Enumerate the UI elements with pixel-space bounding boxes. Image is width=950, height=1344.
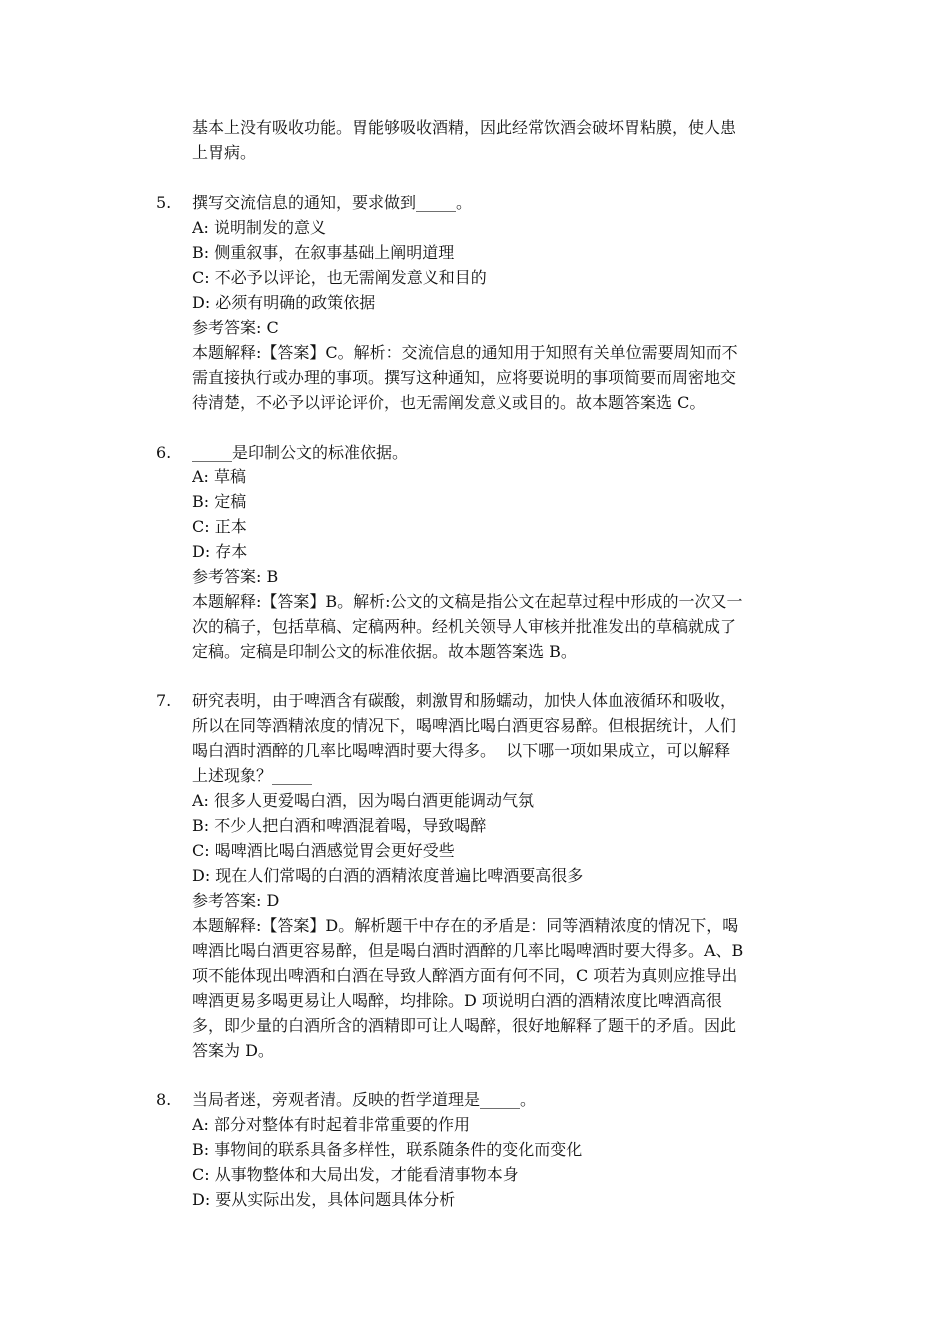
question-stem: 当局者迷，旁观者清。反映的哲学道理是_____。 — [192, 1090, 537, 1109]
question-stem: 上述现象？_____ — [192, 766, 313, 785]
explanation-line: 需直接执行或办理的事项。撰写这种通知，应将要说明的事项简要而周密地交 — [192, 368, 737, 387]
explanation-line: 定稿。定稿是印制公文的标准依据。故本题答案选 B。 — [192, 642, 577, 661]
option-d: D: 要从实际出发，具体问题具体分析 — [192, 1190, 456, 1209]
explanation-line: 待清楚，不必予以评论评价，也无需阐发意义或目的。故本题答案选 C。 — [192, 393, 706, 412]
reference-answer: 参考答案: B — [192, 567, 279, 586]
question-stem: _____是印制公文的标准依据。 — [192, 443, 409, 462]
question-number: 7. — [156, 691, 172, 710]
question-stem: 撰写交流信息的通知，要求做到_____。 — [192, 193, 473, 212]
option-a: A: 部分对整体有时起着非常重要的作用 — [192, 1115, 471, 1134]
option-c: C: 正本 — [192, 517, 247, 536]
question-number: 8. — [156, 1090, 172, 1109]
reference-answer: 参考答案: C — [192, 318, 279, 337]
option-d: D: 必须有明确的政策依据 — [192, 293, 376, 312]
option-b: B: 事物间的联系具备多样性，联系随条件的变化而变化 — [192, 1140, 583, 1159]
option-b: B: 定稿 — [192, 492, 247, 511]
explanation-line: 本题解释:【答案】D。解析题干中存在的矛盾是：同等酒精浓度的情况下，喝 — [192, 916, 739, 935]
explanation-line: 项不能体现出啤酒和白酒在导致人醉酒方面有何不同，C 项若为真则应推导出 — [192, 966, 738, 985]
explanation-line: 啤酒比喝白酒更容易醉，但是喝白酒时酒醉的几率比喝啤酒时要大得多。A、B — [192, 941, 744, 960]
explanation-line: 本题解释:【答案】C。解析：交流信息的通知用于知照有关单位需要周知而不 — [192, 343, 738, 362]
option-d: D: 存本 — [192, 542, 248, 561]
option-b: B: 侧重叙事，在叙事基础上阐明道理 — [192, 243, 455, 262]
option-a: A: 草稿 — [192, 467, 247, 486]
question-stem: 喝白酒时酒醉的几率比喝啤酒时要大得多。 以下哪一项如果成立，可以解释 — [192, 741, 731, 760]
continuation-line: 上胃病。 — [192, 143, 257, 162]
explanation-line: 啤酒更易多喝更易让人喝醉，均排除。D 项说明白酒的酒精浓度比啤酒高很 — [192, 991, 722, 1010]
question-number: 5. — [156, 193, 172, 212]
explanation-line: 答案为 D。 — [192, 1041, 274, 1060]
explanation-line: 次的稿子，包括草稿、定稿两种。经机关领导人审核并批准发出的草稿就成了 — [192, 617, 737, 636]
question-stem: 所以在同等酒精浓度的情况下，喝啤酒比喝白酒更容易醉。但根据统计，人们 — [192, 716, 737, 735]
explanation-line: 本题解释:【答案】B。解析:公文的文稿是指公文在起草过程中形成的一次又一 — [192, 592, 743, 611]
question-number: 6. — [156, 443, 172, 462]
question-stem: 研究表明，由于啤酒含有碳酸，刺激胃和肠蠕动，加快人体血液循环和吸收， — [192, 691, 737, 710]
option-c: C: 不必予以评论，也无需阐发意义和目的 — [192, 268, 487, 287]
reference-answer: 参考答案: D — [192, 891, 280, 910]
option-c: C: 喝啤酒比喝白酒感觉胃会更好受些 — [192, 841, 455, 860]
option-b: B: 不少人把白酒和啤酒混着喝，导致喝醉 — [192, 816, 487, 835]
option-c: C: 从事物整体和大局出发，才能看清事物本身 — [192, 1165, 519, 1184]
explanation-line: 多，即少量的白酒所含的酒精即可让人喝醉，很好地解释了题干的矛盾。因此 — [192, 1016, 737, 1035]
option-a: A: 说明制发的意义 — [192, 218, 327, 237]
option-d: D: 现在人们常喝的白酒的酒精浓度普遍比啤酒要高很多 — [192, 866, 584, 885]
option-a: A: 很多人更爱喝白酒，因为喝白酒更能调动气氛 — [192, 791, 535, 810]
continuation-line: 基本上没有吸收功能。胃能够吸收酒精，因此经常饮酒会破坏胃粘膜，使人患 — [192, 118, 737, 137]
